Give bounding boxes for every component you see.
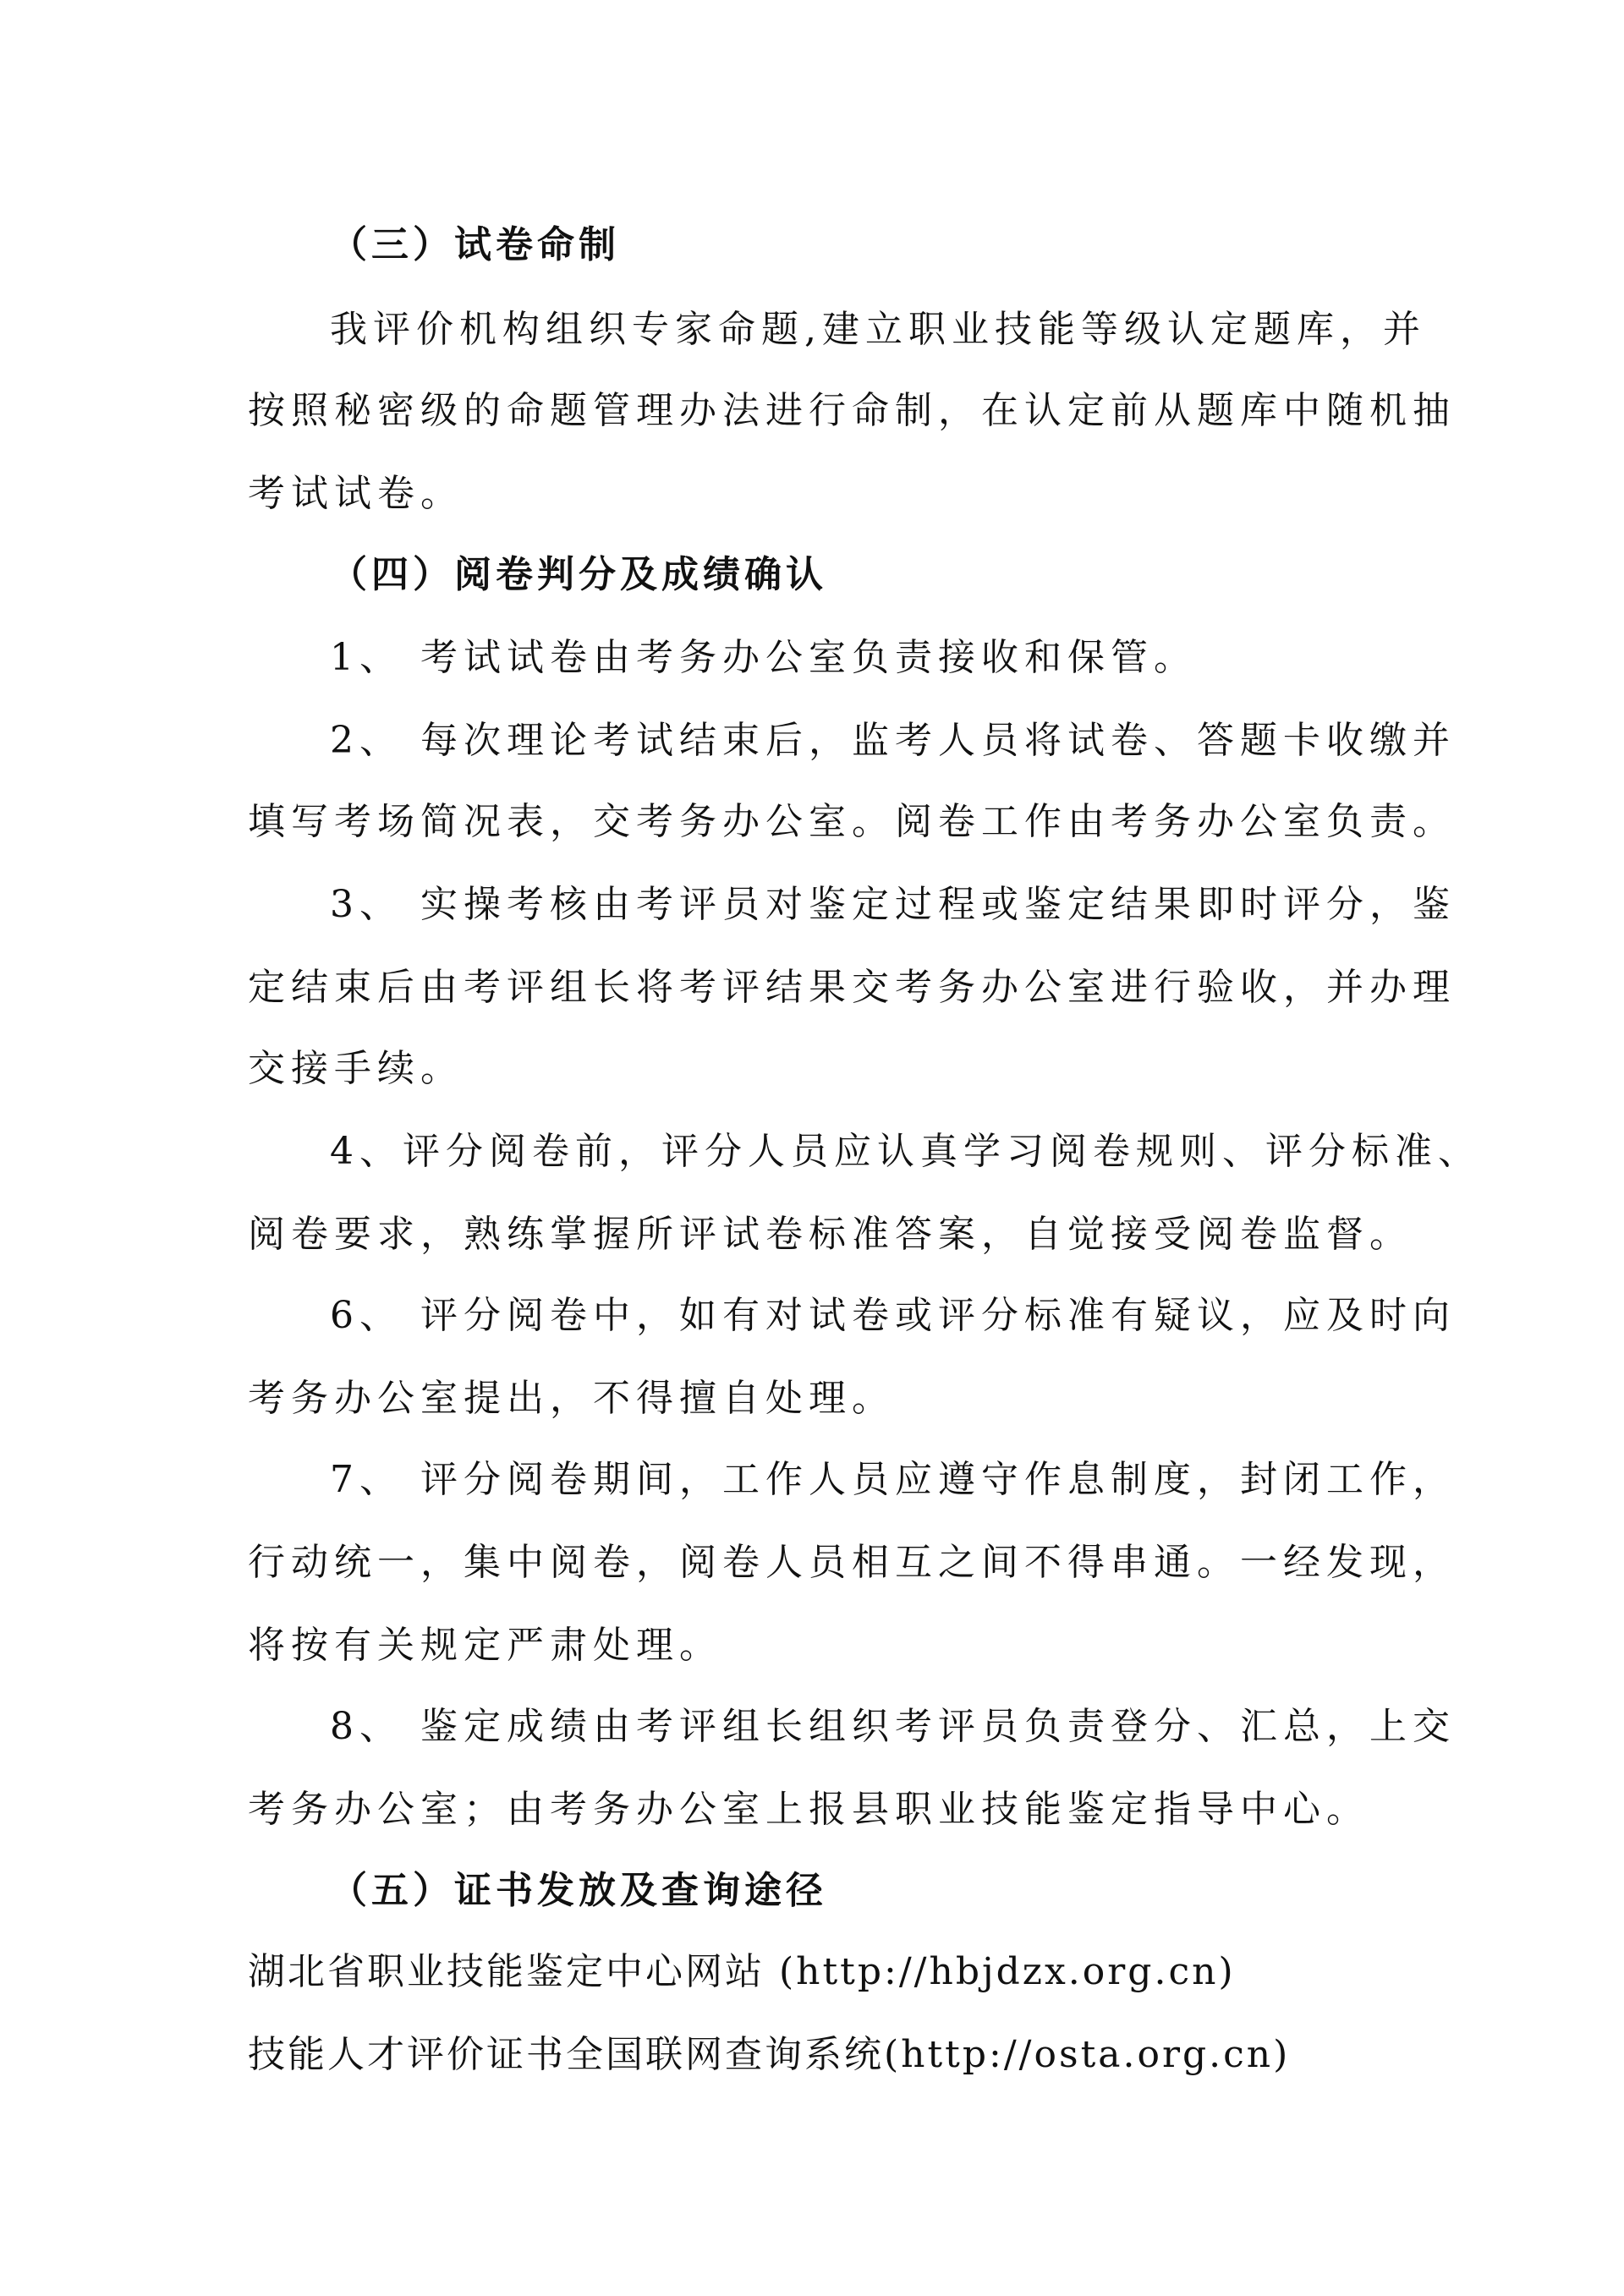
list-item-4: 4、评分阅卷前，评分人员应认真学习阅卷规则、评分标准、	[330, 1130, 1481, 1173]
website-line-osta: 技能人才评价证书全国联网查询系统(http://osta.org.cn)	[248, 2033, 1291, 2076]
paragraph-line: 定结束后由考评组长将考评结果交考务办公室进行验收，并办理	[248, 966, 1456, 1009]
list-item-2: 2、 每次理论考试结束后，监考人员将试卷、答题卡收缴并	[330, 719, 1456, 762]
list-item-8: 8、 鉴定成绩由考评组长组织考评员负责登分、汇总，上交	[330, 1705, 1456, 1748]
paragraph-line: 考务办公室；由考务办公室上报县职业技能鉴定指导中心。	[248, 1788, 1369, 1831]
paragraph-line: 我评价机构组织专家命题,建立职业技能等级认定题库，并	[330, 308, 1426, 351]
section-heading-5: （五）证书发放及查询途径	[330, 1869, 827, 1912]
paragraph-line: 行动统一，集中阅卷，阅卷人员相互之间不得串通。一经发现，	[248, 1541, 1456, 1584]
section-heading-4: （四）阅卷判分及成绩确认	[330, 553, 827, 596]
paragraph-line: 考试试卷。	[248, 472, 464, 515]
paragraph-line: 交接手续。	[248, 1047, 464, 1090]
paragraph-line: 考务办公室提出，不得擅自处理。	[248, 1377, 895, 1420]
paragraph-line: 将按有关规定严肃处理。	[248, 1624, 722, 1667]
list-item-7: 7、 评分阅卷期间，工作人员应遵守作息制度，封闭工作，	[330, 1458, 1456, 1501]
paragraph-line: 按照秘密级的命题管理办法进行命制，在认定前从题库中随机抽	[248, 389, 1456, 432]
list-item-3: 3、 实操考核由考评员对鉴定过程或鉴定结果即时评分，鉴	[330, 883, 1456, 926]
list-item-6: 6、 评分阅卷中，如有对试卷或评分标准有疑议，应及时向	[330, 1294, 1456, 1337]
section-heading-3: （三）试卷命制	[330, 223, 620, 266]
list-item-1: 1、 考试试卷由考务办公室负责接收和保管。	[330, 636, 1197, 679]
paragraph-line: 阅卷要求，熟练掌握所评试卷标准答案，自觉接受阅卷监督。	[248, 1213, 1413, 1256]
paragraph-line: 填写考场简况表，交考务办公室。阅卷工作由考务办公室负责。	[248, 800, 1456, 843]
website-line-hbjdzx: 湖北省职业技能鉴定中心网站 (http://hbjdzx.org.cn)	[248, 1950, 1236, 1993]
